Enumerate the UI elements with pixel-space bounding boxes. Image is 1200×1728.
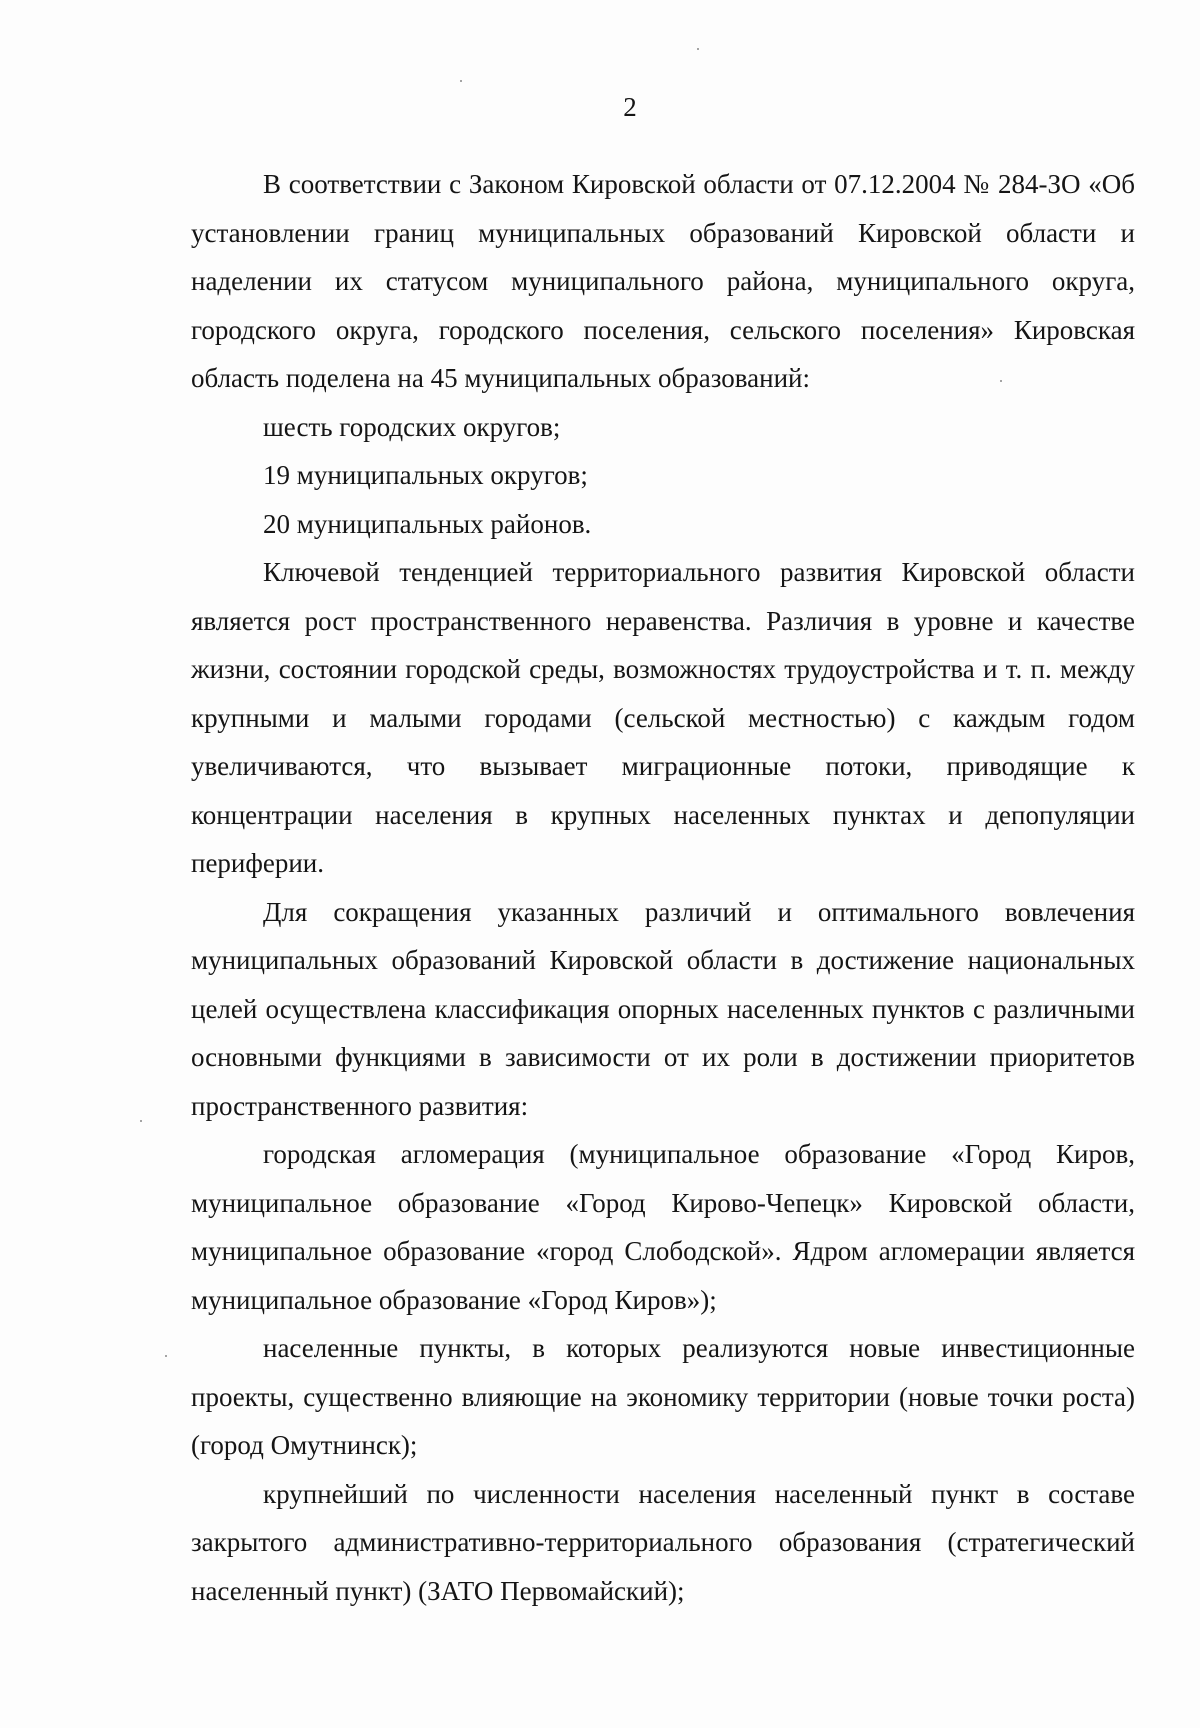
- list-item-growth-points: населенные пункты, в которых реализуются новые инвестиционные проекты, существенно влияющие на экономику территории (новые точки роста) (город Омутнинск);: [191, 1333, 1135, 1460]
- paragraph-spatial-inequality: Ключевой тенденцией территориального развития Кировской области является рост пространственного неравенства. Различия в уровне и качестве жизни, состоянии городской среды, возможностях трудоустройства и т. п. между крупными и малыми городами (сельской местностью) с каждым годом увеличиваются, что вызывает миграционные потоки, приводящие к концентрации населения в крупных населенных пунктах и депопуляции периферии.: [191, 557, 1135, 878]
- list-item-municipal-districts: 19 муниципальных округов;: [263, 460, 588, 490]
- list-item-strategic-settlement: крупнейший по численности населения населенный пункт в составе закрытого административно-территориального образования (стратегический населенный пункт) (ЗАТО Первомайский);: [191, 1478, 1135, 1606]
- scan-speck: [165, 1355, 167, 1357]
- page-number: 2: [623, 92, 637, 122]
- scan-speck: [697, 48, 699, 50]
- list-item-municipal-regions: 20 муниципальных районов.: [263, 508, 592, 539]
- scan-speck: [140, 1120, 142, 1122]
- paragraph-law-reference: В соответствии с Законом Кировской области от 07.12.2004 № 284-ЗО «Об установлении границ муниципальных образований Кировской области и наделении их статусом муниципального района, муниципального округа, городского округа, городского поселения, сельского поселения» Кировская область поделена на 45 муниципальных образований:: [191, 169, 1135, 393]
- list-item-agglomeration: городская агломерация (муниципальное образование «Город Киров, муниципальное образование «Город Кирово-Чепецк» Кировской области, муниципальное образование «город Слободской». Ядром агломерации является муниципальное образование «Город Киров»);: [191, 1139, 1135, 1315]
- document-body: [191, 160, 1135, 1615]
- paragraph-classification: Для сокращения указанных различий и оптимального вовлечения муниципальных образований Кировской области в достижение национальных целей осуществлена классификация опорных населенных пунктов с различными основными функциями в зависимости от их роли в достижении приоритетов пространственного развития:: [191, 896, 1135, 1121]
- scan-speck: [460, 80, 462, 82]
- list-item-urban-districts: шесть городских округов;: [263, 411, 561, 442]
